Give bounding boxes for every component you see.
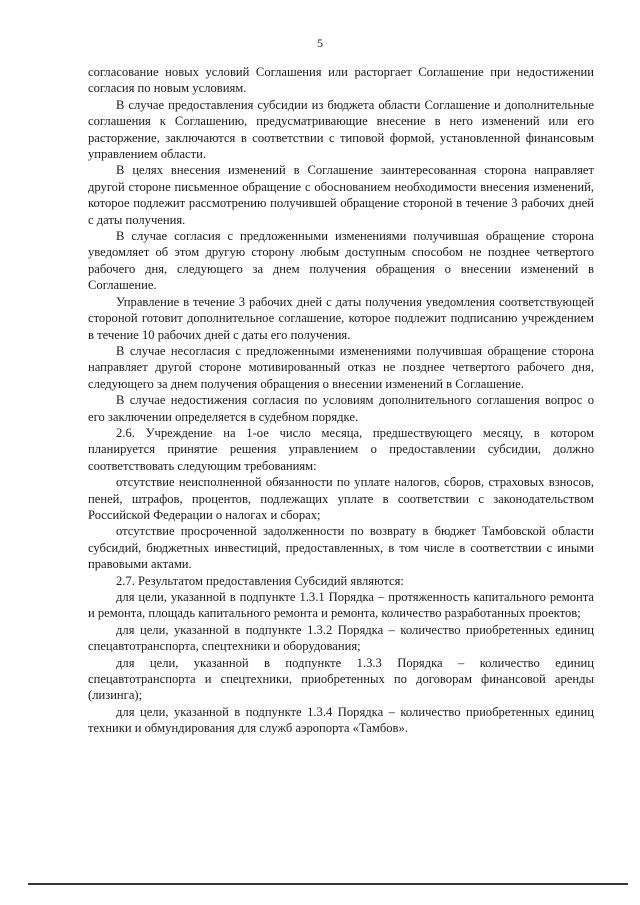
paragraph: отсутствие неисполненной обязанности по уплате налогов, сборов, страховых взносов, пеней, штрафов, процентов, подлежащих уплате в соответствии с законодательством Российской Федерации о налогах и сборах; (88, 475, 594, 522)
paragraph: для цели, указанной в подпункте 1.3.1 Порядка – протяженность капитального ремонта и ремонта, площадь капитального ремонта и ремонта, количество разработанных проектов; (88, 590, 594, 621)
document-body (88, 64, 594, 737)
page-number: 5 (317, 36, 323, 50)
paragraph: для цели, указанной в подпункте 1.3.4 Порядка – количество приобретенных единиц техники и обмундирования для служб аэропорта «Тамбов». (88, 704, 594, 736)
paragraph: для цели, указанной в подпункте 1.3.3 Порядка – количество единиц спецавтотранспорта и спецтехники, приобретенных по договорам финансовой аренды (лизинга); (88, 655, 594, 703)
paragraph: В случае предоставления субсидии из бюджета области Соглашение и дополнительные соглашения к Соглашению, предусматривающие внесение в него изменений или его расторжение, заключаются в соответствии с типовой формой, установленной финансовым управлением области. (88, 97, 594, 162)
paragraph: В случае согласия с предложенными изменениями получившая обращение сторона уведомляет об этом другую сторону любым доступным способом не позднее четвертого рабочего дня, следующего за днем получения обращения о внесении изменений в Соглашение. (88, 229, 594, 293)
paragraph: В случае несогласия с предложенными изменениями получившая обращение сторона направляет другой стороне мотивированный отказ не позднее четвертого рабочего дня, следующего за днем получения обращения о внесении изменений в Соглашение. (88, 343, 594, 391)
page-bottom-rule (28, 883, 628, 885)
paragraph: согласование новых условий Соглашения или расторгает Соглашение при недостижении согласия по новым условиям. (88, 65, 594, 96)
paragraph: Управление в течение 3 рабочих дней с даты получения уведомления соответствующей стороной готовит дополнительное соглашение, которое подлежит подписанию учреждением в течение 10 рабочих дней с даты его получения. (88, 294, 594, 342)
paragraph: для цели, указанной в подпункте 1.3.2 Порядка – количество приобретенных единиц спецавтотранспорта, спецтехники и оборудования; (88, 622, 594, 654)
paragraph: отсутствие просроченной задолженности по возврату в бюджет Тамбовской области субсидий, бюджетных инвестиций, предоставленных, в том числе в соответствии с иными правовыми актами. (88, 524, 594, 572)
paragraph: В целях внесения изменений в Соглашение заинтересованная сторона направляет другой стороне письменное обращение с обоснованием необходимости внесения изменений, которое подлежит рассмотрению получившей обращение стороной в течение 3 рабочих дней с даты получения. (88, 163, 594, 227)
paragraph: 2.6. Учреждение на 1-ое число месяца, предшествующего месяцу, в котором планируется принятие решения управлением о предоставлении субсидии, должно соответствовать следующим требованиям: (88, 425, 594, 473)
paragraph: В случае недостижения согласия по условиям дополнительного соглашения вопрос о его заключении определяется в судебном порядке. (88, 393, 594, 424)
paragraph: 2.7. Результатом предоставления Субсидий являются: (116, 573, 404, 588)
